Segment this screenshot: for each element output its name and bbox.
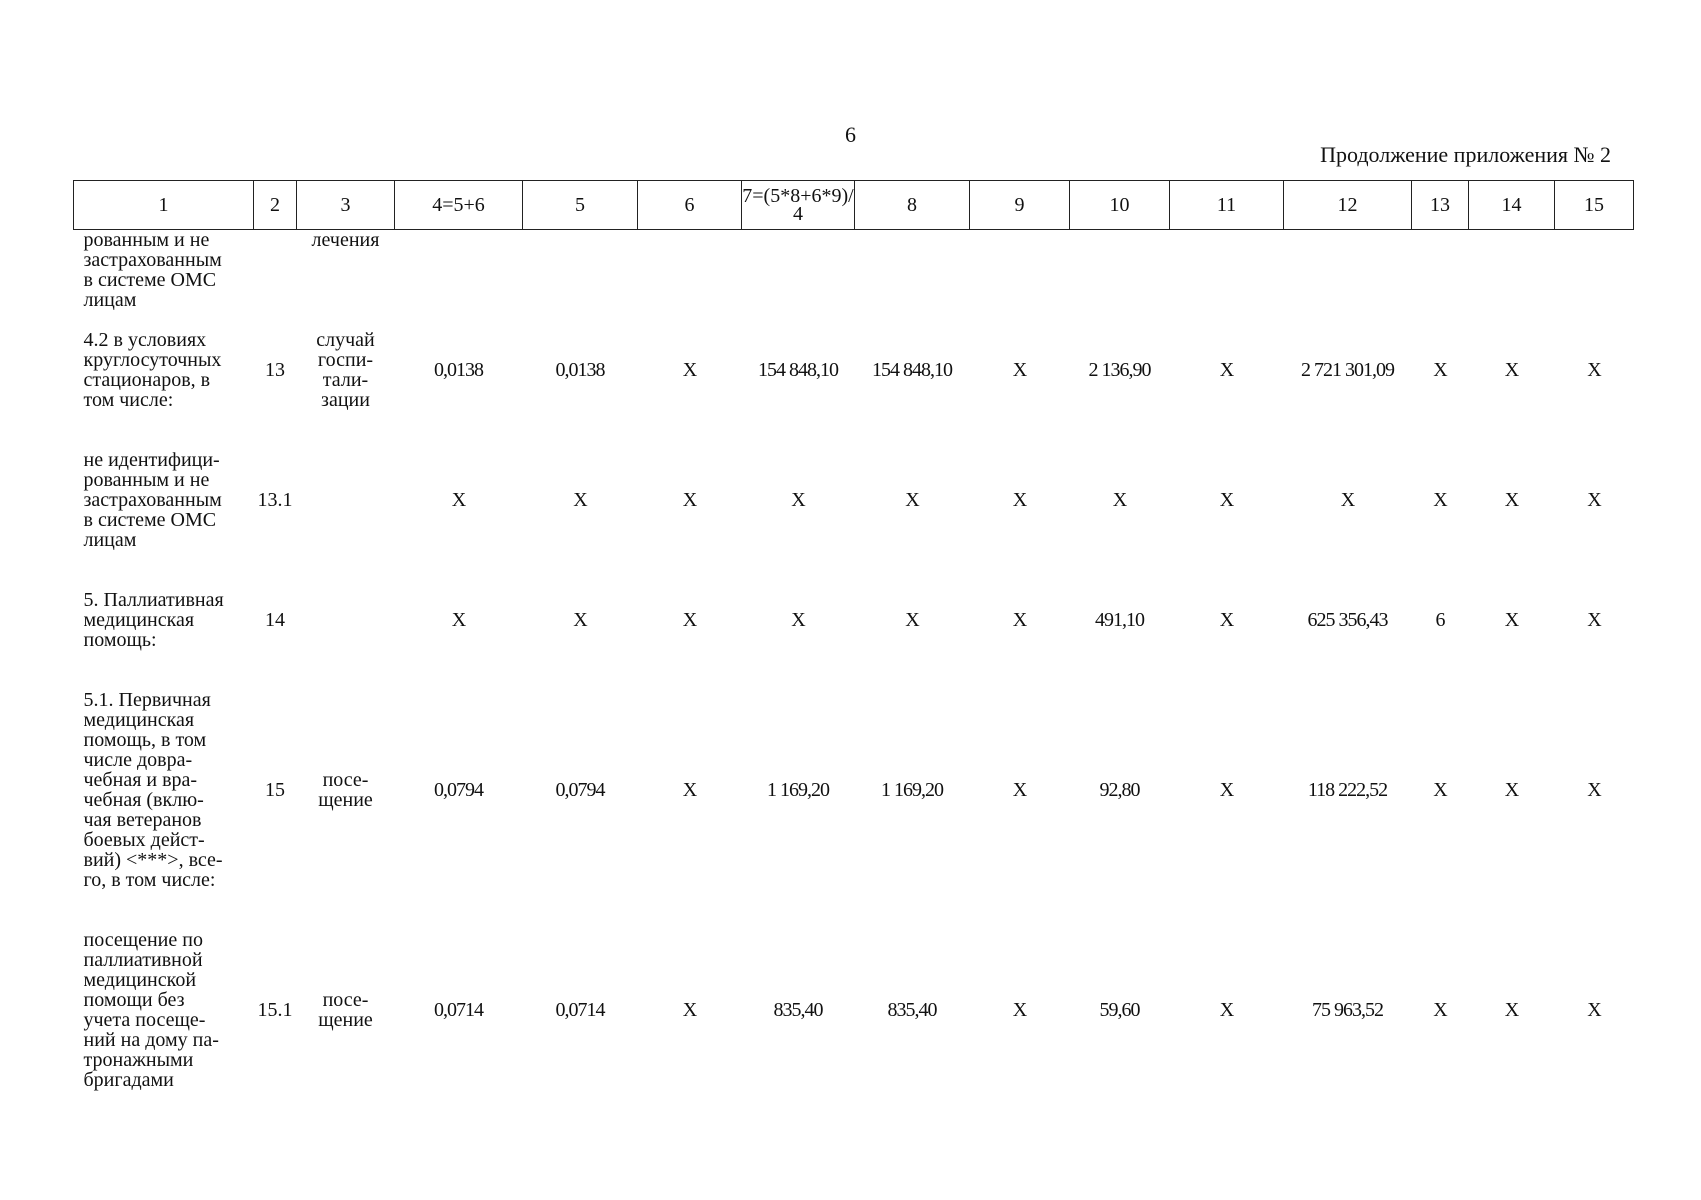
table-cell: 0,0138 [434,359,483,381]
table-cell: X [1433,359,1447,381]
header-cell: 2 [254,181,297,230]
table-cell: X [682,999,697,1021]
table-cell: X [1219,999,1234,1021]
header-cell: 10 [1070,181,1170,230]
table-cell: 154 848,10 [758,359,838,381]
table-cell: X [1219,779,1234,801]
table-cell: X [1587,999,1601,1021]
table-cell: 14 [265,609,285,631]
table-cell [1412,230,1469,311]
table-cell: X [1219,609,1234,631]
table-cell: 491,10 [1095,609,1144,631]
table-cell: 5. Паллиативная медицинская помощь: [83,589,224,651]
table-cell [970,230,1070,311]
table-cell: X [1587,489,1601,511]
table-cell: X [1587,609,1601,631]
table-cell: 0,0714 [555,999,605,1021]
table-cell: X [1587,779,1601,801]
table-cell: 835,40 [887,999,937,1021]
table-row [74,430,1634,570]
table-cell: 625 356,43 [1307,609,1388,631]
header-cell: 7=(5*8+6*9)/ 4 [742,181,855,230]
table-cell: X [1012,999,1027,1021]
table-cell: X [791,489,805,511]
table-cell [742,230,855,311]
table-cell: 15.1 [257,999,293,1021]
table-cell: X [905,489,919,511]
table-cell [1555,230,1634,311]
continuation-title: Продолжение приложения № 2 [1320,142,1611,167]
table-cell: X [1587,359,1601,381]
table-cell: 1 169,20 [881,779,943,801]
table-cell: 92,80 [1099,779,1140,801]
table-cell: X [905,609,919,631]
header-cell: 6 [638,181,742,230]
table-cell: X [573,609,587,631]
header-cell: 5 [523,181,638,230]
table-cell: X [1340,489,1355,511]
table-cell: посещение по паллиативной медицинской помощи без учета посеще- ний на дому па- тронажными бригадами [83,929,219,1091]
header-cell: 11 [1170,181,1284,230]
table-cell: 118 222,52 [1307,779,1388,801]
table-cell [254,230,297,311]
table-cell: X [1433,489,1447,511]
table-row [74,230,1634,311]
table-cell: X [573,489,587,511]
table-cell [297,570,395,670]
table-cell: 6 [1435,609,1445,631]
table-cell: X [682,359,697,381]
table-cell: 15 [265,779,285,801]
table-cell: X [1219,359,1234,381]
table-cell: рованным и не застрахованным в системе ОМС лицам [83,229,222,311]
table-cell: лечения [311,229,380,251]
table-cell: 0,0794 [555,779,605,801]
table-cell: X [791,609,805,631]
header-cell: 3 [297,181,395,230]
table-cell: X [1504,489,1519,511]
table-cell [1170,230,1284,311]
table-cell: 0,0714 [434,999,483,1021]
table-cell [1284,230,1412,311]
table-cell: X [1504,609,1519,631]
header-cell: 9 [970,181,1070,230]
table-cell: X [1504,359,1519,381]
table-cell: X [451,489,466,511]
table-cell: посе- щение [318,989,373,1031]
table-cell: X [1433,999,1447,1021]
header-cell: 15 [1555,181,1634,230]
table-cell: 0,0794 [434,779,483,801]
table-cell: 5.1. Первичная медицинская помощь, в том числе довра- чебная и вра- чебная (вклю- чая ветеранов боевых дейст- вий) <***>, все- го, в том числе: [83,689,223,891]
table-cell: X [451,609,466,631]
table-cell [395,230,523,311]
table-cell: 2 721 301,09 [1301,359,1394,381]
table-cell: 2 136,90 [1088,359,1151,381]
table-cell: X [1012,489,1027,511]
header-row [74,181,1634,230]
table-cell [855,230,970,311]
table-cell: X [1433,779,1447,801]
table-cell: 59,60 [1099,999,1140,1021]
table-body [74,230,1634,1111]
table-cell: 835,40 [773,999,823,1021]
table-row [74,910,1634,1110]
header-cell: 12 [1284,181,1412,230]
table-cell: случай госпи- тали- зации [316,329,375,411]
header-cell: 1 [74,181,254,230]
header-cell: 8 [855,181,970,230]
table-cell: 154 848,10 [872,359,952,381]
header-cell: 13 [1412,181,1469,230]
table-cell: X [682,609,697,631]
table-cell [638,230,742,311]
table-cell: X [1012,359,1027,381]
table-cell: 0,0138 [555,359,605,381]
table-row [74,670,1634,910]
table-cell: X [682,489,697,511]
table-cell: посе- щение [318,769,373,811]
table-cell: X [1012,779,1027,801]
table-cell: 13.1 [257,489,293,511]
table-cell [297,430,395,570]
table-cell [1070,230,1170,311]
table-cell [523,230,638,311]
header-cell: 14 [1469,181,1555,230]
table-cell: X [1219,489,1234,511]
table-row [74,570,1634,670]
page-number: 6 [845,122,856,147]
table-cell: 13 [265,359,285,381]
table-cell: X [1504,999,1519,1021]
data-table [73,180,1634,1110]
table-cell: X [1504,779,1519,801]
table-cell: 1 169,20 [767,779,829,801]
table-cell: не идентифици- рованным и не застрахованным в системе ОМС лицам [83,449,222,551]
table-cell: 75 963,52 [1312,999,1383,1021]
table-row [74,310,1634,430]
table-cell: X [1012,609,1027,631]
header-cell: 4=5+6 [395,181,523,230]
table-cell [1469,230,1555,311]
table-cell: 4.2 в условиях круглосуточных стационаров, в том числе: [83,329,222,411]
table-cell: X [682,779,697,801]
table-cell: X [1112,489,1127,511]
